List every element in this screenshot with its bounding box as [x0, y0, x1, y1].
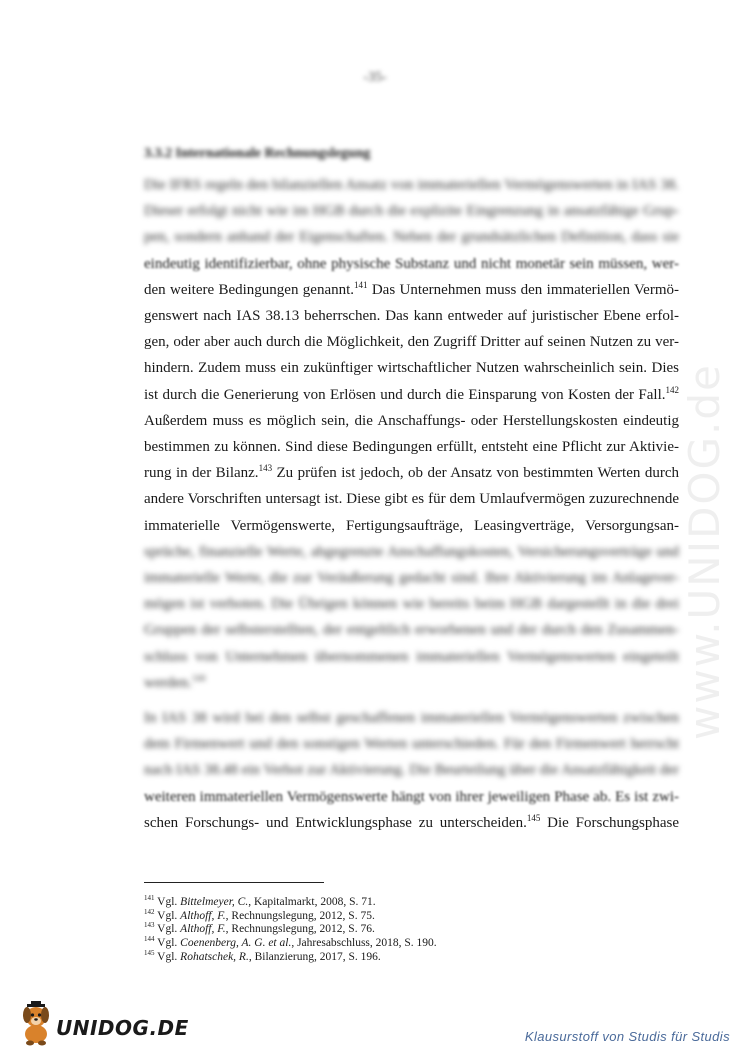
footnote-source: , Bilanzierung, 2017, S. 196. [248, 950, 381, 963]
text-line [144, 460, 679, 486]
text-line: mögen ist verboten. Die Übrigen können wie bereits beim HGB dargestellt in die drei [144, 596, 679, 613]
text-line: sprüche, finanzielle Werte, abgegrenzte Anschaffungskosten, Versicherungsverträge und [144, 543, 679, 560]
footnote-ref: 143 [258, 463, 273, 474]
text-line: schluss von Unternehmen übernommenen immateriellen Vermögenswerten eingeteilt [144, 648, 679, 665]
text-line: In IAS 38 wird bei den selbst geschaffenen immateriellen Vermögenswerten zwischen [144, 710, 679, 726]
footnote-number: 145 [144, 948, 155, 957]
footnote-number: 142 [144, 907, 155, 916]
dog-mascot-icon [18, 1000, 54, 1046]
text-line: weiteren immateriellen Vermögenswerte hängt von ihrer jeweiligen Phase ab. Es ist zwi- [144, 788, 679, 805]
text-line: dem Firmenwert und den sonstigen Werten unterschieden. Für den Firmenwert herrscht [144, 736, 679, 753]
text-line: eindeutig identifizierbar, ohne physische Substanz und nicht monetär sein müssen, wer- [144, 255, 679, 272]
text-line: bestimmen zu können. Sind diese Bedingungen erfüllt, entsteht eine Pflicht zur Aktivie- [144, 439, 679, 456]
footnote-prefix: Vgl. [157, 937, 181, 950]
text-segment: Die Forschungsphase [540, 814, 679, 831]
footnote-author: Althoff, F. [180, 909, 226, 922]
footnote-source: , Kapitalmarkt, 2008, S. 71. [248, 896, 376, 908]
footnote [144, 937, 679, 951]
footnote-author: Bittelmeyer, C. [180, 896, 249, 908]
page-number: -35- [363, 70, 387, 85]
footnote-author: Rohatschek, R. [180, 950, 249, 963]
text-segment: werden. [144, 674, 192, 691]
footer-slogan: Klausurstoff von Studis für Studis [524, 1029, 730, 1044]
footnote [144, 896, 679, 910]
text-segment: ist durch die Generierung von Erlösen und durch die Einsparung von Kosten der Fall. [144, 386, 666, 403]
footnote-source: , Rechnungslegung, 2012, S. 75. [225, 909, 375, 922]
footnote-source: , Jahresabschluss, 2018, S. 190. [291, 937, 437, 950]
text-line: gen, oder aber auch durch die Möglichkeit, den Zugriff Dritter auf seinen Nutzen zu ver- [144, 334, 679, 351]
footnote-prefix: Vgl. [157, 896, 181, 908]
footnote-ref: 144 [191, 672, 206, 683]
text-segment: Das Unternehmen muss den immateriellen Vermö- [367, 281, 679, 298]
footnote-author: Coenenberg, A. G. et al. [180, 937, 292, 950]
footnote-prefix: Vgl. [157, 909, 181, 922]
footnote-author: Althoff, F. [180, 923, 226, 936]
text-line: pen, sondern anhand der Eigenschaften. Neben der grundsätzlichen Definition, dass sie [144, 229, 679, 246]
text-segment: Zu prüfen ist jedoch, ob der Ansatz von bestimmten Werten durch [272, 465, 679, 482]
footnote-divider [144, 882, 324, 883]
text-line: andere Vorschriften untersagt ist. Diese gibt es für dem Umlaufvermögen zuzurechnende [144, 491, 679, 508]
paragraph-2 [144, 705, 679, 836]
footnote-prefix: Vgl. [157, 950, 181, 963]
text-line: nach IAS 38.48 ein Verbot zur Aktivierung. Die Beurteilung über die Ansatzfähigkeit der [144, 762, 679, 779]
footnote-ref: 145 [526, 812, 541, 823]
section-heading: 3.3.2 Internationale Rechnungslegung [144, 146, 371, 161]
footnote-number: 144 [144, 935, 155, 944]
footnote [144, 948, 679, 965]
text-line: hindern. Zudem muss ein zukünftiger wirtschaftlicher Nutzen wahrscheinlich sein. Dies [144, 360, 679, 377]
text-line: immaterielle Werte, die zur Veräußerung gedacht sind. Ihre Aktivierung im Anlagever- [144, 570, 679, 587]
text-line: Gruppen der selbsterstellten, der entgeltlich erworbenen und der durch den Zusammen- [144, 622, 679, 639]
text-line: immaterielle Vermögenswerte, Fertigungsaufträge, Leasingverträge, Versorgungsan- [144, 517, 679, 534]
footnote [144, 923, 679, 937]
text-line [144, 670, 679, 696]
footnote-source: , Rechnungslegung, 2012, S. 76. [225, 923, 375, 936]
footnote [144, 907, 679, 924]
logo-wordmark: UNIDOG.DE [56, 1016, 189, 1040]
text-line [144, 382, 679, 408]
footnote-number: 141 [144, 894, 155, 903]
text-line: Außerdem muss es möglich sein, die Anschaffungs- oder Herstellungskosten eindeutig [144, 412, 679, 429]
footnote-ref: 142 [665, 384, 679, 395]
footnote-prefix: Vgl. [157, 923, 181, 936]
text-line: Die IFRS regeln den bilanziellen Ansatz von immateriellen Vermögenswerten in IAS 38. [144, 177, 679, 193]
footnote-ref: 141 [354, 279, 368, 290]
text-line: Dieser erfolgt nicht wie im HGB durch die explizite Eingrenzung in ansatzfähige Grup- [144, 203, 679, 220]
text-line: genswert nach IAS 38.13 beherrschen. Das kann entweder auf juristischer Ebene erfol- [144, 308, 679, 325]
unidog-logo[interactable] [18, 996, 189, 1046]
watermark: www.UNIDOG.de [680, 363, 729, 740]
footnote-number: 143 [144, 921, 155, 930]
text-segment: schen Forschungs- und Entwicklungsphase zu unterscheiden. [144, 814, 527, 831]
text-segment: rung in der Bilanz. [144, 465, 259, 482]
text-line [144, 277, 679, 303]
paragraph-1 [144, 172, 679, 696]
footnotes [144, 896, 679, 965]
text-line [144, 810, 679, 836]
text-segment: den weitere Bedingungen genannt. [144, 281, 355, 298]
